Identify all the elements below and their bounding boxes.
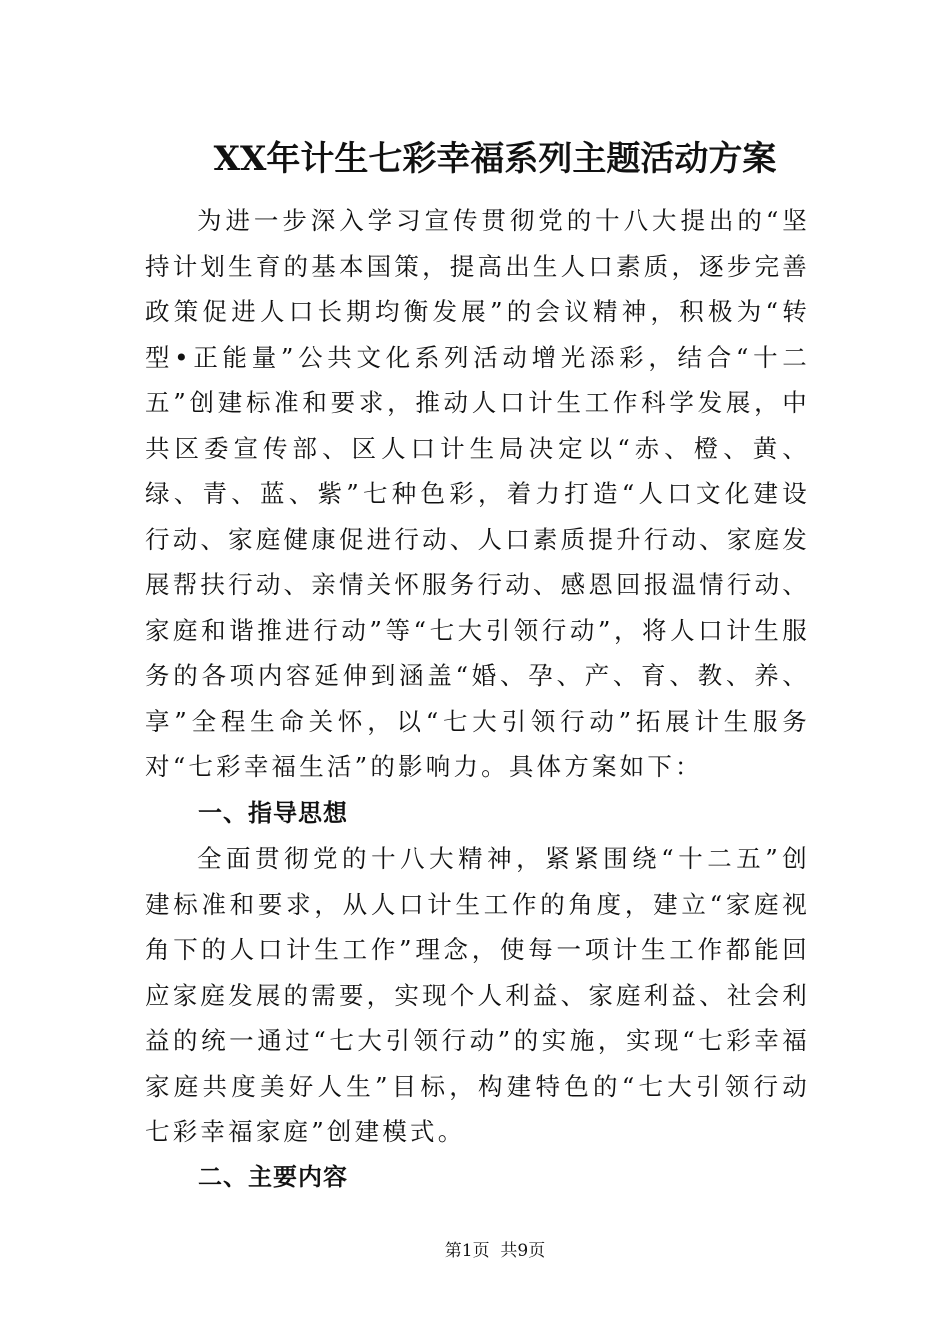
- section-heading-main-content: 二、主要内容: [198, 1163, 348, 1191]
- intro-paragraph: 为进一步深入学习宣传贯彻党的十八大提出的“坚持计划生育的基本国策，提高出生人口素质，逐步完善政策促进人口长期均衡发展”的会议精神，积极为“转型•正能量”公共文化系列活动增光添彩，结合“十二五”创建标准和要求，推动人口计生工作科学发展，中共区委宣传部、区人口计生局决定以“赤、橙、黄、绿、青、蓝、紫”七种色彩，着力打造“人口文化建设行动、家庭健康促进行动、人口素质提升行动、家庭发展帮扶行动、亲情关怀服务行动、感恩回报温情行动、家庭和谐推进行动”等“七大引领行动”，将人口计生服务的各项内容延伸到涵盖“婚、孕、产、育、教、养、享”全程生命关怀，以“七大引领行动”拓展计生服务对“七彩幸福生活”的影响力。具体方案如下：: [145, 206, 810, 781]
- guiding-ideology-paragraph: 全面贯彻党的十八大精神，紧紧围绕“十二五”创建标准和要求，从人口计生工作的角度，建立“家庭视角下的人口计生工作”理念，使每一项计生工作都能回应家庭发展的需要，实现个人利益、家庭利益、社会利益的统一通过“七大引领行动”的实施，实现“七彩幸福家庭共度美好人生”目标，构建特色的“七大引领行动七彩幸福家庭”创建模式。: [145, 844, 810, 1146]
- page-footer: 第1页 共9页: [444, 1241, 546, 1261]
- document-title: XX年计生七彩幸福系列主题活动方案: [213, 139, 777, 179]
- section-heading-guiding-ideology: 一、指导思想: [198, 799, 348, 827]
